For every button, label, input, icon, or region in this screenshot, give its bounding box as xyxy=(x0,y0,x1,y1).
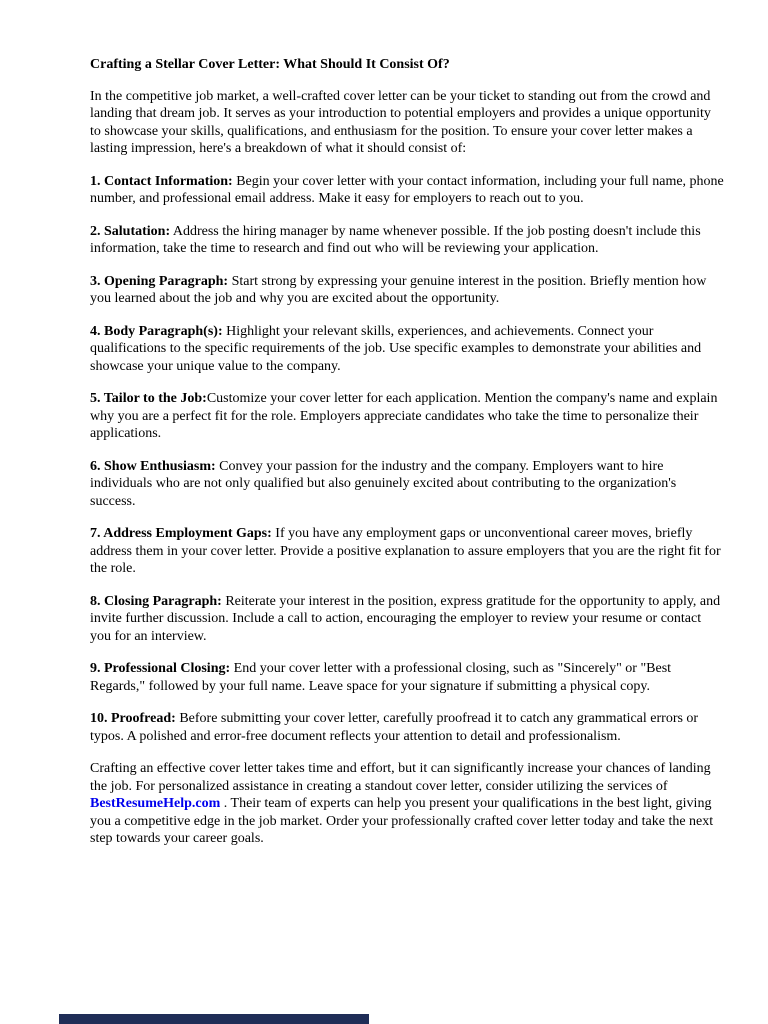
item-text: Address the hiring manager by name whenever possible. If the job posting doesn't include this information, take the time to research and find out who will be reviewing your application. xyxy=(90,223,701,256)
item-text: Start strong by expressing your genuine interest in the position. Briefly mention how you learned about the job and why you are excited about the opportunity. xyxy=(90,273,707,306)
item-label: 5. Tailor to the Job: xyxy=(90,391,207,406)
item-label: 1. Contact Information: xyxy=(90,173,233,189)
intro-paragraph: In the competitive job market, a well-crafted cover letter can be your ticket to standing out from the crowd and landing that dream job. It serves as your introduction to potential employers and provides a unique opportunity to showcase your skills, qualifications, and enthusiasm for the position. To ensure your cover letter makes a lasting impression, here's a breakdown of what it should consist of: xyxy=(90,88,711,156)
item-label: 4. Body Paragraph(s): xyxy=(90,323,223,339)
item-label: 6. Show Enthusiasm: xyxy=(90,458,216,474)
list-item xyxy=(90,390,724,443)
list-item xyxy=(90,593,724,646)
list-item xyxy=(90,458,724,511)
list-item xyxy=(90,173,724,208)
item-label: 7. Address Employment Gaps: xyxy=(90,526,272,541)
closing-paragraph xyxy=(90,760,724,848)
page-title: Crafting a Stellar Cover Letter: What Should It Consist Of? xyxy=(90,57,450,72)
item-text: Highlight your relevant skills, experiences, and achievements. Connect your qualifications to the specific requirements of the job. Use specific examples to demonstrate your abilities and showcase your unique value to the company. xyxy=(90,323,702,374)
item-text: If you have any employment gaps or unconventional career moves, briefly address them in your cover letter. Provide a positive explanation to assure employers that you are the right fit for the role. xyxy=(90,526,721,576)
item-text: Before submitting your cover letter, carefully proofread it to catch any grammatical errors or typos. A polished and error-free document reflects your attention to detail and professionalism. xyxy=(90,711,699,744)
list-item xyxy=(90,223,724,258)
list-item xyxy=(90,323,724,376)
closing-text-after: . Their team of experts can help you present your qualifications in the best light, giving you a competitive edge in the job market. Order your professionally crafted cover letter today and take the next step towards your career goals. xyxy=(90,796,714,846)
item-label: 2. Salutation: xyxy=(90,223,171,239)
bottom-bar xyxy=(59,1014,369,1024)
list-item xyxy=(90,710,724,745)
item-label: 3. Opening Paragraph: xyxy=(90,273,229,289)
bestresumehelp-link[interactable]: BestResumeHelp.com xyxy=(90,796,221,811)
item-text: Convey your passion for the industry and the company. Employers want to hire individuals who are not only qualified but also genuinely excited about contributing to the organization's success. xyxy=(90,458,677,509)
item-text: End your cover letter with a professional closing, such as "Sincerely" or "Best Regards," followed by your full name. Leave space for your signature if submitting a physical copy. xyxy=(90,661,672,694)
item-label: 10. Proofread: xyxy=(90,711,176,726)
document-content xyxy=(90,56,724,863)
item-text: Reiterate your interest in the position, express gratitude for the opportunity to apply, and invite further discussion. Include a call to action, encouraging the employer to review your resume or contact you for an interview. xyxy=(90,593,721,644)
item-text: Customize your cover letter for each application. Mention the company's name and explain why you are a perfect fit for the role. Employers appreciate candidates who take the time to personalize their applications. xyxy=(90,391,718,441)
item-text: Begin your cover letter with your contact information, including your full name, phone number, and professional email address. Make it easy for employers to reach out to you. xyxy=(90,173,724,206)
item-label: 9. Professional Closing: xyxy=(90,661,231,676)
list-item xyxy=(90,660,724,695)
list-item xyxy=(90,273,724,308)
closing-text-before: Crafting an effective cover letter takes time and effort, but it can significantly increase your chances of landing the job. For personalized assistance in creating a standout cover letter, consider utilizing the services of xyxy=(90,761,711,794)
list-item xyxy=(90,525,724,578)
item-label: 8. Closing Paragraph: xyxy=(90,593,222,609)
